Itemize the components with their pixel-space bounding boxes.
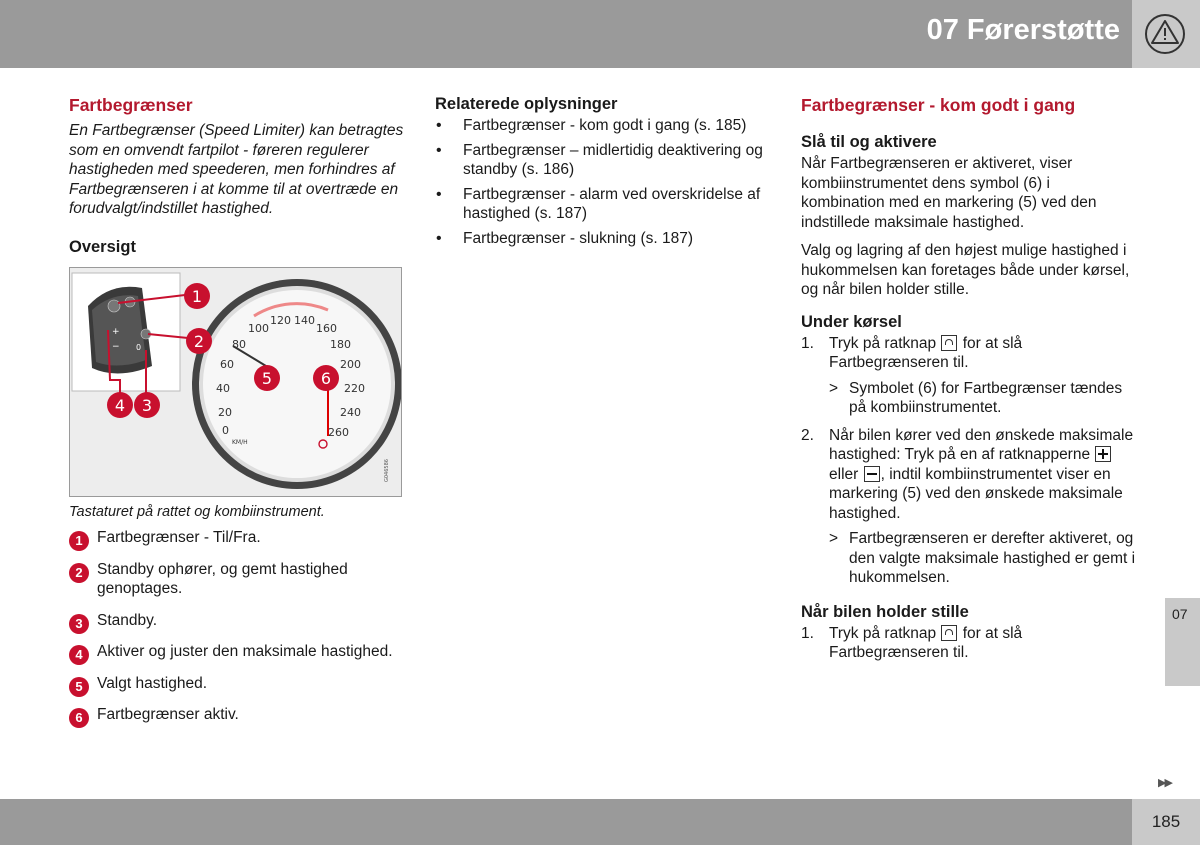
page-footer bbox=[0, 799, 1200, 845]
step-text-b: for at slå Fartbegrænseren til. bbox=[829, 624, 1023, 661]
result-marker: > bbox=[829, 379, 839, 397]
standstill-steps bbox=[801, 624, 1136, 663]
legend-number-badge: 6 bbox=[69, 708, 89, 728]
keypad-plus-label: + bbox=[112, 326, 120, 337]
driving-heading: Under kørsel bbox=[801, 312, 902, 331]
legend-number-badge: 1 bbox=[69, 531, 89, 551]
svg-text:3: 3 bbox=[141, 395, 153, 415]
step-text-or: eller bbox=[829, 465, 859, 483]
step-text-b: , indtil kombiinstrumentet viser en markering (5) ved den ønskede maksimale hastighed. bbox=[829, 465, 1123, 522]
related-link[interactable]: • Fartbegrænser - alarm ved overskridelse af hastighed (s. 187) bbox=[435, 185, 770, 224]
callout-2 bbox=[186, 328, 212, 354]
warning-box bbox=[1132, 0, 1200, 68]
legend-item bbox=[69, 611, 404, 631]
legend-text: Standby. bbox=[97, 611, 158, 629]
related-heading: Relaterede oplysninger bbox=[435, 95, 618, 113]
chapter-header bbox=[0, 0, 1200, 68]
legend-number-badge: 5 bbox=[69, 677, 89, 697]
intro-text: En Fartbegrænser (Speed Limiter) kan betragtes som en omvendt fartpilot - føreren regulerer hastigheden med speederen, men forhindres af Fartbegrænseren i at komme til at overtræde en forudvalgt/indstillet hastighed. bbox=[69, 122, 404, 217]
column-speed-limiter bbox=[69, 94, 404, 737]
step-text-b: for at slå Fartbegrænseren til. bbox=[829, 334, 1023, 371]
column-getting-started bbox=[801, 94, 1136, 671]
step-number: 2. bbox=[801, 426, 814, 444]
speed-limiter-button-icon bbox=[941, 335, 957, 351]
activate-heading: Slå til og aktivere bbox=[801, 133, 937, 151]
memory-paragraph: Valg og lagring af den højest mulige hastighed i hukommelsen kan foretages både under kørsel, og når bilen holder stille. bbox=[801, 242, 1130, 298]
speed-label-160: 160 bbox=[316, 321, 337, 335]
overview-heading: Oversigt bbox=[69, 237, 136, 256]
result-marker: > bbox=[829, 530, 839, 547]
figure-caption: Tastaturet på rattet og kombiinstrument. bbox=[69, 503, 325, 520]
speed-unit-label: KM/H bbox=[232, 438, 248, 446]
related-link[interactable]: • Fartbegrænser - slukning (s. 187) bbox=[435, 229, 770, 249]
speed-label-260: 260 bbox=[328, 425, 349, 439]
step-text-a: Tryk på ratknap bbox=[829, 624, 937, 642]
callout-6 bbox=[313, 365, 339, 391]
legend-item bbox=[69, 674, 404, 694]
result-text: Fartbegrænseren er derefter aktiveret, og den valgte maksimale hastighed er gemt i hukommelsen. bbox=[849, 530, 1136, 586]
warning-triangle-icon bbox=[1132, 0, 1200, 68]
section-heading: Fartbegrænser bbox=[69, 95, 193, 115]
step-result bbox=[829, 529, 1136, 588]
plus-button-icon bbox=[1095, 446, 1111, 462]
result-text: Symbolet (6) for Fartbegrænser tændes på kombiinstrumentet. bbox=[849, 379, 1123, 416]
legend-item bbox=[69, 528, 404, 548]
keypad-minus-label: − bbox=[112, 341, 120, 352]
legend-text: Aktiver og juster den maksimale hastighed. bbox=[97, 643, 393, 660]
speed-label-100: 100 bbox=[248, 321, 269, 335]
step-number: 1. bbox=[801, 624, 814, 642]
legend-number-badge: 2 bbox=[69, 563, 89, 583]
legend-text: Fartbegrænser aktiv. bbox=[97, 706, 239, 723]
speed-label-120: 120 bbox=[270, 313, 291, 327]
speed-label-180: 180 bbox=[330, 337, 351, 351]
speed-label-20: 20 bbox=[218, 405, 232, 419]
next-page-arrows-icon: ▶▶ bbox=[1158, 777, 1171, 789]
callout-4 bbox=[107, 392, 133, 418]
svg-text:2: 2 bbox=[193, 331, 205, 351]
callout-3 bbox=[134, 392, 160, 418]
legend-text: Valgt hastighed. bbox=[97, 674, 208, 692]
keypad-and-speedometer-illustration bbox=[70, 268, 401, 496]
callout-5 bbox=[254, 365, 280, 391]
legend-number-badge: 4 bbox=[69, 645, 89, 665]
chapter-title: 07 Førerstøtte bbox=[926, 14, 1120, 46]
chapter-tab[interactable] bbox=[1165, 598, 1200, 686]
page-number: 185 bbox=[1132, 799, 1200, 845]
legend-number-badge: 3 bbox=[69, 614, 89, 634]
legend-text: Standby ophører, og gemt hastighed genoptages. bbox=[97, 560, 348, 597]
callout-1 bbox=[184, 283, 210, 309]
keypad-zero-label: 0 bbox=[136, 342, 142, 352]
speed-label-220: 220 bbox=[344, 381, 365, 395]
standstill-heading: Når bilen holder stille bbox=[801, 602, 969, 621]
svg-text:4: 4 bbox=[114, 395, 126, 415]
driving-steps bbox=[801, 334, 1136, 588]
overview-figure bbox=[69, 267, 402, 497]
svg-text:1: 1 bbox=[191, 286, 203, 306]
speed-label-240: 240 bbox=[340, 405, 361, 419]
legend-item bbox=[69, 560, 404, 599]
svg-text:5: 5 bbox=[261, 368, 273, 388]
speed-label-0: 0 bbox=[222, 423, 229, 437]
legend-item bbox=[69, 642, 404, 662]
legend-text: Fartbegrænser - Til/Fra. bbox=[97, 529, 261, 546]
step-text-a: Tryk på ratknap bbox=[829, 334, 937, 352]
speed-label-80: 80 bbox=[232, 337, 246, 351]
step-result bbox=[829, 379, 1136, 418]
chapter-tab-label: 07 bbox=[1172, 606, 1188, 622]
section-heading: Fartbegrænser - kom godt i gang bbox=[801, 95, 1076, 115]
step bbox=[801, 624, 1136, 663]
speed-limiter-button-icon bbox=[941, 625, 957, 641]
activate-paragraph: Når Fartbegrænseren er aktiveret, viser kombiinstrumentet dens symbol (6) i kombination med en markering (5) ved den indstillede maksimale hastighed. bbox=[801, 155, 1097, 231]
step bbox=[801, 426, 1136, 588]
speed-label-60: 60 bbox=[220, 357, 234, 371]
legend-list bbox=[69, 528, 404, 725]
related-link[interactable]: • Fartbegrænser - kom godt i gang (s. 185) bbox=[435, 116, 770, 136]
step bbox=[801, 334, 1136, 418]
column-related-info bbox=[435, 94, 770, 253]
legend-item bbox=[69, 705, 404, 725]
speed-label-40: 40 bbox=[216, 381, 230, 395]
step-text-a: Når bilen kører ved den ønskede maksimale hastighed: Tryk på en af ratknapperne bbox=[829, 426, 1134, 463]
step-number: 1. bbox=[801, 334, 814, 352]
minus-button-icon bbox=[864, 466, 880, 482]
figure-code: G046586 bbox=[384, 458, 390, 482]
related-link[interactable]: • Fartbegrænser – midlertidig deaktivering og standby (s. 186) bbox=[435, 141, 770, 180]
speed-label-200: 200 bbox=[340, 357, 361, 371]
svg-text:6: 6 bbox=[320, 368, 332, 388]
speed-label-140: 140 bbox=[294, 313, 315, 327]
related-links bbox=[435, 116, 770, 248]
